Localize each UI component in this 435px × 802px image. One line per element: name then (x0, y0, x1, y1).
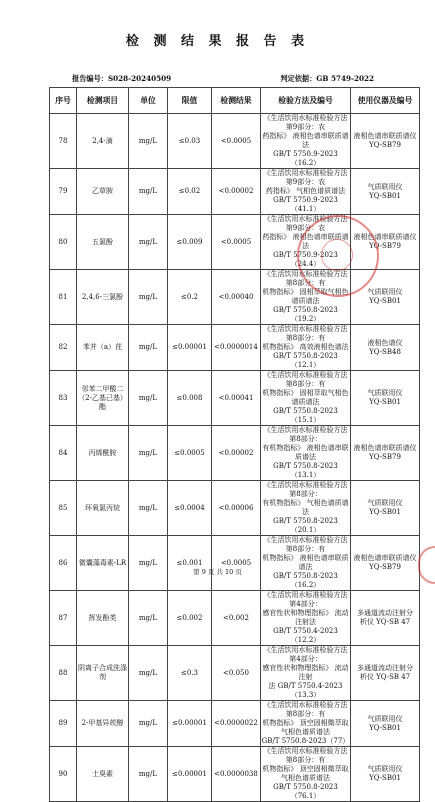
cell-instrument-line: 液相色谱仪 (367, 338, 403, 347)
red-seal-stamp (297, 215, 379, 297)
cell-no: 82 (50, 325, 77, 371)
cell-item: 2,4-滴 (77, 114, 129, 169)
table-row (50, 646, 420, 701)
cell-method-line: 感官性状和物理指标》 流动注射 (262, 664, 349, 681)
cell-unit: mg/L (129, 591, 168, 646)
cell-method (261, 591, 351, 646)
cell-method-line: 《生活饮用水标准检验方法 第8部分：有 (263, 536, 348, 553)
cell-method-line: GB/T 5750.9-2023（16.2） (273, 150, 338, 167)
cell-item: 阴离子合成洗涤剂 (77, 646, 129, 701)
cell-unit: mg/L (129, 426, 168, 481)
cell-unit: mg/L (129, 481, 168, 536)
cell-item: 2-甲基异莰醇 (77, 701, 129, 747)
col-header-method: 检验方法及编号 (261, 88, 351, 114)
page-number: 第 9 页 共 10 页 (193, 568, 242, 576)
cell-method-line: 药指标》 液相色谱串联质谱法 (262, 132, 349, 149)
cell-method-line: 机物指标》 固相萃取气相色谱质谱法 (262, 389, 349, 406)
report-title: 检 测 结 果 报 告 表 (125, 34, 310, 49)
cell-instrument (351, 114, 420, 169)
cell-method (261, 701, 351, 747)
cell-unit: mg/L (129, 270, 168, 325)
cell-method-line: 机物指标》 顶空固相微萃取气相色谱质谱法 (262, 719, 349, 736)
cell-instrument-line: YQ-SB01 (369, 191, 401, 200)
cell-result: <0.0005 (212, 536, 261, 591)
table-row (50, 325, 420, 371)
table-header-row (50, 88, 420, 114)
cell-result: <0.0000022 (212, 701, 261, 747)
cell-unit: mg/L (129, 114, 168, 169)
cell-no: 78 (50, 114, 77, 169)
cell-item: 微囊藻毒素-LR (77, 536, 129, 591)
cell-method (261, 371, 351, 426)
cell-method-line: GB/T 5750.9-2023（41.1） (273, 196, 338, 213)
table-row (50, 371, 420, 426)
cell-item: 丙烯酰胺 (77, 426, 129, 481)
cell-instrument-line: 多通道流动注射分 (357, 664, 413, 672)
cell-instrument-line: 多通道流动注射分 (357, 609, 413, 617)
cell-result: <0.0005 (212, 215, 261, 270)
cell-method-line: 《生活饮用水标准检验方法 第9部分：农 (263, 215, 348, 232)
cell-result: <0.00002 (212, 169, 261, 215)
cell-limit: ≤0.0004 (168, 481, 212, 536)
cell-method-line: 药指标》 气相色谱质谱法 (265, 187, 346, 195)
cell-limit: ≤0.008 (168, 371, 212, 426)
cell-result: <0.0000014 (212, 325, 261, 371)
cell-no: 85 (50, 481, 77, 536)
cell-method-line: 《生活饮用水标准检验方法 第8部分：有 (263, 270, 348, 287)
cell-instrument (351, 701, 420, 747)
cell-method-line: 机物指标》 固相萃取气相色谱质谱法 (262, 288, 349, 305)
cell-instrument-line: 气质联用仪 (367, 499, 403, 507)
cell-method-line: GB/T 5750.8-2023（15.1） (273, 407, 338, 424)
cell-unit: mg/L (129, 215, 168, 270)
cell-limit: ≤0.00001 (168, 325, 212, 371)
cell-result: <0.00002 (212, 426, 261, 481)
cell-limit: ≤0.2 (168, 270, 212, 325)
cell-result: <0.0000038 (212, 747, 261, 802)
cell-item: 邻苯二甲酸二（2-乙基己基）酯 (77, 371, 129, 426)
cell-instrument (351, 481, 420, 536)
cell-instrument-line: YQ-SB01 (369, 774, 401, 782)
cell-item: 2,4,6-三氯酚 (77, 270, 129, 325)
cell-method (261, 747, 351, 802)
cell-method-line: GB/T 5750.8-2023（77） (261, 737, 350, 745)
cell-instrument-line: 液相色谱串联质谱仪 (353, 554, 417, 562)
cell-no: 84 (50, 426, 77, 481)
cell-instrument-line: 气质联用仪 (367, 389, 403, 397)
table-row (50, 536, 420, 591)
cell-instrument-line: 气质联用仪 (367, 765, 403, 773)
cell-unit: mg/L (129, 646, 168, 701)
table-row (50, 701, 420, 747)
cell-limit: ≤0.009 (168, 215, 212, 270)
cell-instrument-line: YQ-SB01 (369, 508, 401, 516)
cell-method-line: GB/T 5750.8-2023（19.2） (273, 306, 338, 323)
cell-method-line: 《生活饮用水标准检验方法 第8部分：有 (263, 325, 348, 342)
table-row (50, 169, 420, 215)
cell-limit: ≤0.001 (168, 536, 212, 591)
cell-instrument (351, 747, 420, 802)
edge-seal-stamp (418, 546, 435, 584)
cell-instrument (351, 169, 420, 215)
table-row (50, 481, 420, 536)
cell-instrument-line: 气质联用仪 (367, 288, 403, 296)
table-row (50, 426, 420, 481)
cell-instrument-line: YQ-SB01 (369, 398, 401, 406)
cell-instrument-line: 析仪 YQ-SB 47 (359, 673, 411, 681)
cell-method (261, 646, 351, 701)
cell-instrument (351, 371, 420, 426)
col-header-instrument: 使用仪器及编号 (351, 88, 420, 114)
cell-result: <0.00041 (212, 371, 261, 426)
cell-no: 89 (50, 701, 77, 747)
cell-instrument-line: 析仪 YQ-SB 47 (359, 618, 411, 626)
cell-limit: ≤0.0005 (168, 426, 212, 481)
cell-method (261, 114, 351, 169)
cell-method-line: GB/T 5750.8-2023（76.1） (273, 783, 338, 800)
cell-method (261, 536, 351, 591)
cell-method-line: GB/T 5750.8-2023（16.2） (273, 572, 338, 589)
cell-item: 环氧氯丙烷 (77, 481, 129, 536)
cell-instrument (351, 646, 420, 701)
cell-instrument-line: 气质联用仪 (367, 182, 403, 191)
cell-method-line: GB/T 5750.8-2023（20.1） (273, 517, 338, 534)
cell-method-line: GB/T 5750.9-2023（24.4） (273, 251, 338, 268)
judgment-basis: 判定依据：GB 5749-2022 (280, 74, 374, 83)
cell-method-line: 《生活饮用水标准检验方法 第4部分： (263, 591, 348, 608)
cell-instrument (351, 325, 420, 371)
cell-method-line: 感官性状和物理指标》 流动注射法 (262, 609, 349, 626)
cell-item: 乙草胺 (77, 169, 129, 215)
col-header-unit: 单位 (129, 88, 168, 114)
cell-method-line: 有机物指标》 液相色谱串联质谱法 (262, 444, 349, 461)
cell-instrument-line: 液相色谱串联质谱仪 (353, 444, 417, 452)
cell-method-line: 机物指标》 顶空固相微萃取气相色谱质谱法 (262, 765, 349, 782)
result-table (49, 87, 420, 802)
cell-item: 五氯酚 (77, 215, 129, 270)
cell-method-line: 有机物指标》 气相色谱质谱法 (262, 499, 349, 516)
cell-unit: mg/L (129, 169, 168, 215)
cell-method-line: 《生活饮用水标准检验方法 第9部分：农 (263, 114, 348, 131)
cell-method-line: GB/T 5750.8-2023（13.1） (273, 462, 338, 479)
cell-method-line: 《生活饮用水标准检验方法 第8部分： (263, 426, 348, 443)
cell-method-line: 法 GB/T 5750.4-2023（13.3） (268, 682, 343, 699)
col-header-limit: 限值 (168, 88, 212, 114)
cell-unit: mg/L (129, 701, 168, 747)
cell-instrument-line: 液相色谱串联质谱仪 (353, 233, 417, 241)
cell-instrument-line: YQ-SB79 (369, 242, 401, 250)
cell-instrument-line: YQ-SB01 (369, 723, 401, 732)
cell-result: <0.002 (212, 591, 261, 646)
cell-limit: ≤0.00001 (168, 701, 212, 747)
cell-limit: ≤0.02 (168, 169, 212, 215)
cell-limit: ≤0.00001 (168, 747, 212, 802)
cell-method-line: 《生活饮用水标准检验方法 第8部分：有 (263, 371, 348, 388)
cell-instrument-line: 液相色谱串联质谱仪 (353, 132, 417, 140)
cell-no: 83 (50, 371, 77, 426)
col-header-item: 检测项目 (77, 88, 129, 114)
cell-method-line: 机物指标》 高效液相色谱法 (262, 343, 349, 351)
cell-method (261, 169, 351, 215)
cell-method-line: 《生活饮用水标准检验方法 第8部分： (263, 481, 348, 498)
cell-method-line: 《生活饮用水标准检验方法 第8部分：有 (263, 701, 348, 718)
cell-item: 土臭素 (77, 747, 129, 802)
cell-instrument-line: YQ-SB01 (369, 297, 401, 305)
cell-result: <0.050 (212, 646, 261, 701)
report-number: 报告编号：S028-20240509 (72, 74, 172, 83)
cell-no: 86 (50, 536, 77, 591)
cell-no: 79 (50, 169, 77, 215)
cell-instrument (351, 426, 420, 481)
cell-instrument-line: 气质联用仪 (367, 714, 403, 723)
table-row (50, 114, 420, 169)
cell-no: 88 (50, 646, 77, 701)
cell-unit: mg/L (129, 536, 168, 591)
cell-unit: mg/L (129, 371, 168, 426)
cell-item: 苯并（a）芘 (77, 325, 129, 371)
cell-no: 87 (50, 591, 77, 646)
cell-method (261, 426, 351, 481)
cell-method-line: 《生活饮用水标准检验方法 第4部分： (263, 646, 348, 663)
cell-item: 挥发酚类 (77, 591, 129, 646)
cell-instrument-line: YQ-SB79 (369, 453, 401, 461)
cell-no: 80 (50, 215, 77, 270)
cell-no: 81 (50, 270, 77, 325)
cell-instrument-line: YQ-SB48 (369, 347, 401, 356)
cell-unit: mg/L (129, 747, 168, 802)
cell-limit: ≤0.002 (168, 591, 212, 646)
cell-method-line: GB/T 5750.4-2023（12.2） (273, 627, 338, 644)
cell-method (261, 325, 351, 371)
cell-method-line: GB/T 5750.8-2023（12.1） (273, 352, 338, 369)
cell-method-line: 药指标》 液相色谱串联质谱法 (262, 233, 349, 250)
cell-result: <0.00006 (212, 481, 261, 536)
col-header-no: 序号 (50, 88, 77, 114)
cell-instrument (351, 591, 420, 646)
cell-instrument-line: YQ-SB79 (369, 141, 401, 149)
table-row (50, 591, 420, 646)
cell-method-line: 《生活饮用水标准检验方法 第9部分：农 (263, 169, 348, 186)
cell-instrument-line: YQ-SB79 (369, 563, 401, 571)
cell-result: <0.0005 (212, 114, 261, 169)
cell-instrument (351, 536, 420, 591)
cell-method-line: 机物指标》 液相色谱串联质谱法 (262, 554, 349, 571)
cell-limit: ≤0.3 (168, 646, 212, 701)
table-row (50, 747, 420, 802)
cell-method (261, 481, 351, 536)
report-meta (44, 74, 394, 86)
cell-method-line: 《生活饮用水标准检验方法 第8部分：有 (263, 747, 348, 764)
cell-result: <0.00040 (212, 270, 261, 325)
col-header-result: 检测结果 (212, 88, 261, 114)
cell-no: 90 (50, 747, 77, 802)
cell-unit: mg/L (129, 325, 168, 371)
cell-limit: ≤0.03 (168, 114, 212, 169)
